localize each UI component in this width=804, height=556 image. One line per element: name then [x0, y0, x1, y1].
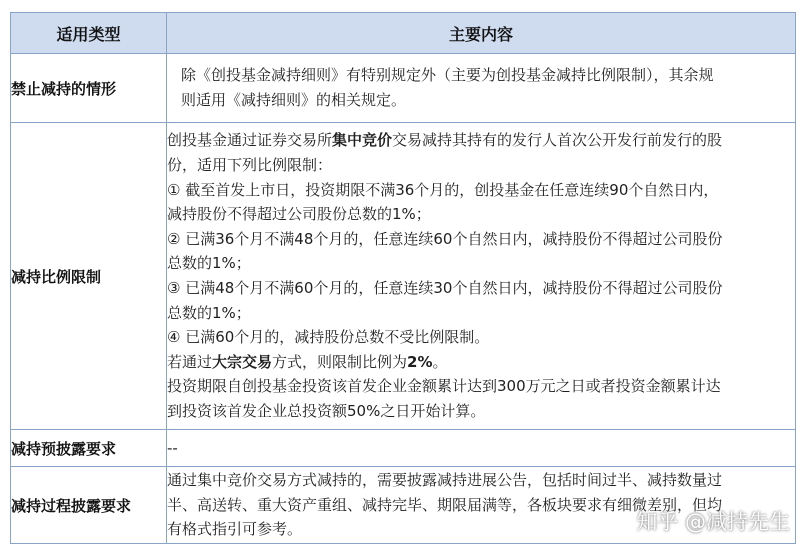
row-label: 减持过程披露要求 [11, 467, 167, 544]
row-content [167, 54, 796, 123]
content-line: 总数的1%； [167, 254, 251, 273]
content-line: 减持股份不得超过公司股份总数的1%； [167, 205, 431, 224]
watermark: 知乎 @减持先生 [636, 510, 790, 534]
header-row [11, 13, 796, 54]
text-fragment: 创投基金通过证券交易所 [167, 131, 333, 150]
text-fragment: 交易减持其持有的发行人首次公开发行前发行的股 [392, 131, 723, 150]
table-row [11, 430, 796, 467]
content-line: 除《创投基金减持细则》有特别规定外（主要为创投基金减持比例限制），其余规 [181, 66, 714, 84]
header-content: 主要内容 [167, 13, 796, 54]
content-line [167, 350, 795, 375]
content-line: 则适用《减持细则》的相关规定。 [181, 91, 407, 109]
row-label: 禁止减持的情形 [11, 54, 167, 123]
header-type: 适用类型 [11, 13, 167, 54]
bold-term: 2% [407, 352, 433, 371]
row-content [167, 123, 796, 430]
text-fragment: 方式，则限制比例为 [272, 352, 408, 371]
table-row [11, 54, 796, 123]
rules-table [10, 12, 796, 544]
content-line: 到投资该首发企业总投资额50%之日开始计算。 [167, 401, 486, 420]
content-line: ③ 已满48个月不满60个月的，任意连续30个自然日内，减持股份不得超过公司股份 [167, 279, 723, 297]
row-content: -- [167, 430, 796, 467]
content-line [167, 128, 795, 153]
text-fragment: 若通过 [167, 352, 213, 371]
row-label: 减持预披露要求 [11, 430, 167, 467]
content-line: ② 已满36个月不满48个月的，任意连续60个自然日内，减持股份不得超过公司股份 [167, 229, 723, 248]
content-line: 总数的1%； [167, 303, 251, 322]
content-line: 有格式指引可参考。 [167, 520, 303, 539]
bold-term: 集中竞价 [332, 131, 393, 150]
content-line: ④ 已满60个月的，减持股份总数不受比例限制。 [167, 328, 490, 347]
table-row [11, 123, 796, 430]
content-line: 半、高送转、重大资产重组、减持完毕、期限届满等，各板块要求有细微差别，但均 [167, 495, 723, 514]
row-label: 减持比例限制 [11, 123, 167, 430]
content-line: 份，适用下列比例限制： [167, 156, 333, 175]
text-fragment: 。 [432, 352, 448, 371]
content-line: ① 截至首发上市日，投资期限不满36个月的，创投基金在任意连续90个自然日内， [167, 180, 719, 199]
bold-term: 大宗交易 [212, 352, 273, 371]
content-line: 通过集中竞价交易方式减持的，需要披露减持进展公告，包括时间过半、减持数量过 [167, 471, 723, 490]
content-line: 投资期限自创投基金投资该首发企业金额累计达到300万元之日或者投资金额累计达 [167, 377, 721, 396]
